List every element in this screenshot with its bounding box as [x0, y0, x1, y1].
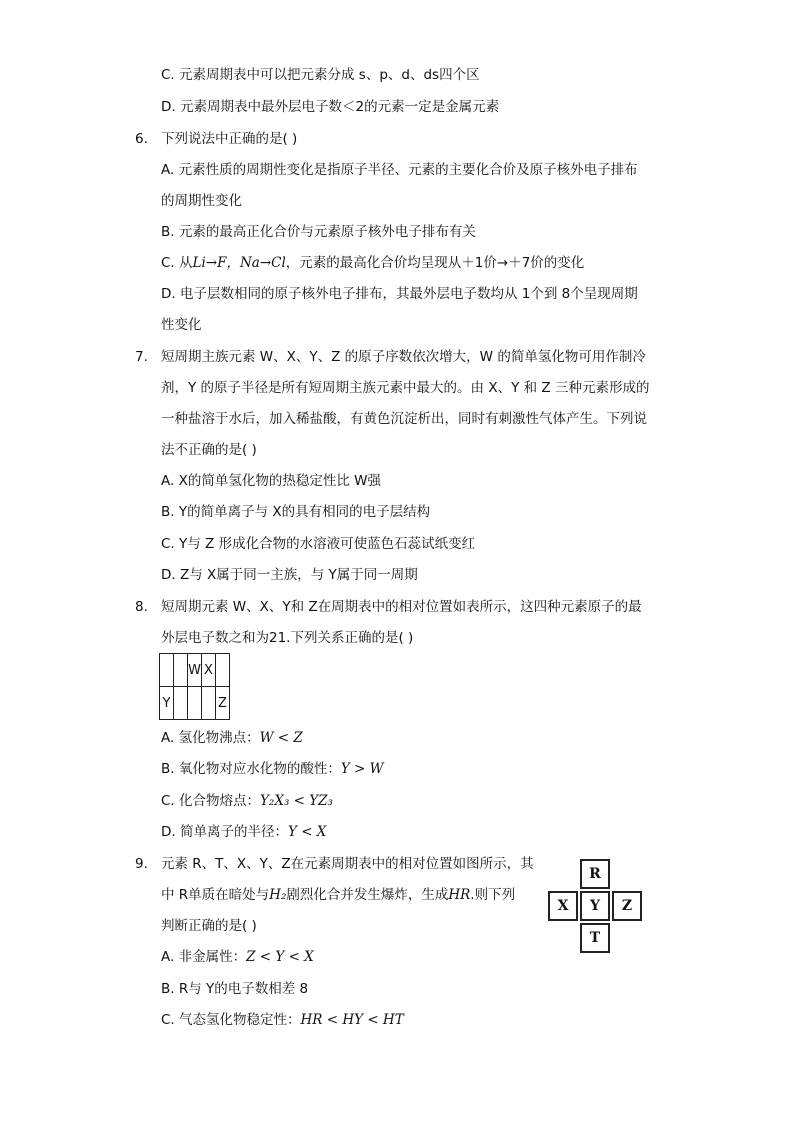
q8-number: 8. — [135, 599, 148, 615]
table-cell: Z — [216, 687, 230, 720]
q8-option-d: D. 简单离子的半径：Y < X — [161, 824, 327, 840]
table-cell: Y — [160, 687, 174, 720]
table-cell — [160, 654, 174, 687]
q5-option-d: D. 元素周期表中最外层电子数＜2的元素一定是金属元素 — [161, 99, 500, 115]
q7-stem-line4: 法不正确的是( ) — [161, 442, 257, 458]
q9-number: 9. — [135, 856, 148, 872]
q7-option-a: A. X的简单氢化物的热稳定性比 W强 — [161, 473, 381, 489]
table-cell — [202, 687, 216, 720]
table-cell — [174, 687, 188, 720]
q6-number: 6. — [135, 131, 148, 147]
cross-cell-left: X — [548, 891, 578, 921]
q8-option-b: B. 氧化物对应水化物的酸性：Y > W — [161, 761, 384, 777]
q7-stem-line3: 一种盐溶于水后，加入稀盐酸，有黄色沉淀析出，同时有刺激性气体产生。下列说 — [161, 411, 647, 427]
q8-stem-line1: 短周期元素 W、X、Y和 Z在周期表中的相对位置如表所示，这四种元素原子的最 — [161, 599, 642, 615]
cross-cell-bottom: T — [580, 923, 610, 953]
cross-cell-top: R — [580, 859, 610, 889]
q9-stem-line2: 中 R单质在暗处与H₂剧烈化合并发生爆炸，生成HR.则下列 — [161, 887, 516, 903]
q7-option-d: D. Z与 X属于同一主族，与 Y属于同一周期 — [161, 567, 418, 583]
q8-option-c: C. 化合物熔点：Y₂X₃ < YZ₃ — [161, 793, 333, 809]
q9-stem-line3: 判断正确的是( ) — [161, 918, 257, 934]
q7-stem-line2: 剂，Y 的原子半径是所有短周期主族元素中最大的。由 X、Y 和 Z 三种元素形成的 — [161, 380, 650, 396]
q9-option-b: B. R与 Y的电子数相差 8 — [161, 981, 309, 997]
q9-stem-line1: 元素 R、T、X、Y、Z在元素周期表中的相对位置如图所示，其 — [161, 856, 534, 872]
q8-stem-line2: 外层电子数之和为21.下列关系正确的是( ) — [161, 630, 414, 646]
q5-option-c: C. 元素周期表中可以把元素分成 s、p、d、ds四个区 — [161, 67, 480, 83]
cross-cell-right: Z — [612, 891, 642, 921]
q7-option-c: C. Y与 Z 形成化合物的水溶液可使蓝色石蕊试纸变红 — [161, 536, 476, 552]
q6-stem: 下列说法中正确的是( ) — [161, 131, 298, 147]
periodic-position-table — [159, 653, 230, 720]
q6-option-b: B. 元素的最高正化合价与元素原子核外电子排布有关 — [161, 224, 476, 240]
table-cell: X — [202, 654, 216, 687]
q6-option-d: D. 电子层数相同的原子核外电子排布，其最外层电子数均从 1个到 8个呈现周期 — [161, 286, 638, 302]
table-cell — [216, 654, 230, 687]
cross-cell-center: Y — [580, 891, 610, 921]
q7-number: 7. — [135, 349, 148, 365]
q9-option-c: C. 气态氢化物稳定性：HR < HY < HT — [161, 1012, 404, 1028]
q7-option-b: B. Y的简单离子与 X的具有相同的电子层结构 — [161, 504, 431, 520]
q6-option-c: C. 从Li→F，Na→Cl，元素的最高化合价均呈现从＋1价→＋7价的变化 — [161, 255, 585, 271]
q7-stem-line1: 短周期主族元素 W、X、Y、Z 的原子序数依次增大，W 的简单氢化物可用作制冷 — [161, 349, 646, 365]
table-cell — [188, 687, 202, 720]
table-cell — [174, 654, 188, 687]
element-cross-diagram — [548, 859, 644, 955]
q6-option-a-cont: 的周期性变化 — [161, 193, 242, 209]
q6-option-a: A. 元素性质的周期性变化是指原子半径、元素的主要化合价及原子核外电子排布 — [161, 162, 638, 178]
table-cell: W — [188, 654, 202, 687]
q9-option-a: A. 非金属性：Z < Y < X — [161, 949, 314, 965]
q8-option-a: A. 氢化物沸点：W < Z — [161, 730, 303, 746]
q6-option-d-cont: 性变化 — [161, 317, 202, 333]
